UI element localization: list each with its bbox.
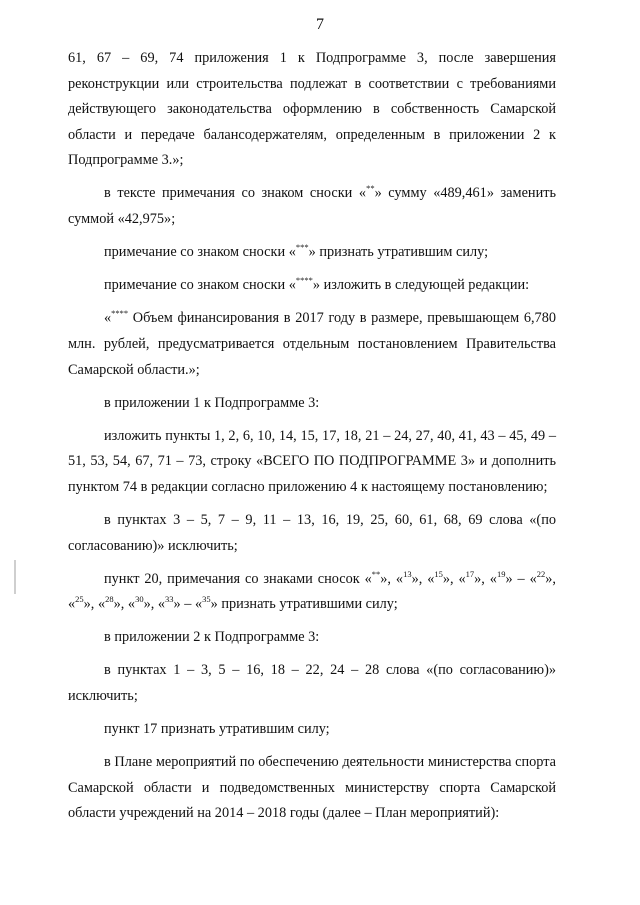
scan-edge-mark <box>14 560 16 594</box>
footnote-mark: ** <box>371 568 381 579</box>
footnote-mark: 19 <box>496 568 506 579</box>
page-number: 7 <box>316 16 324 33</box>
paragraph-text: », « <box>380 570 404 587</box>
paragraph <box>68 750 556 827</box>
paragraph <box>68 567 556 618</box>
paragraph <box>68 625 556 651</box>
paragraph-text: », « <box>411 570 435 587</box>
paragraph <box>68 508 556 559</box>
paragraph-text: изложить пункты 1, 2, 6, 10, 14, 15, 17, 18, 21 – 24, 27, 40, 41, 43 – 45, 49 – 51, 53, 54, 67, 71 – 73, строку «ВСЕГО ПО ПОДПРОГРАММЕ 3» и дополнить пунктом 74 в редакции согласно приложению 4 к настоящему постановлению; <box>68 427 556 495</box>
footnote-mark: 25 <box>75 594 84 605</box>
paragraph-text: пункт 20, примечания со знаками сносок « <box>104 570 372 587</box>
paragraph <box>68 306 556 383</box>
paragraph <box>68 273 556 299</box>
footnote-mark: 33 <box>165 594 174 605</box>
paragraph-text: », « <box>442 570 466 587</box>
paragraph-text: в пунктах 1 – 3, 5 – 16, 18 – 22, 24 – 28 слова «(по согласованию)» исключить; <box>68 662 556 705</box>
paragraph-text: пункт 17 признать утратившим силу; <box>104 721 330 738</box>
paragraph-text: », « <box>68 570 556 613</box>
paragraph-text: примечание со знаком сноски « <box>104 277 296 294</box>
paragraph <box>68 717 556 743</box>
footnote-mark: **** <box>295 275 313 286</box>
paragraph-text: в пунктах 3 – 5, 7 – 9, 11 – 13, 16, 19, 25, 60, 61, 68, 69 слова «(по согласованию)» исключить; <box>68 512 556 554</box>
paragraph <box>68 424 556 501</box>
paragraph-text: » признать утратившими силу; <box>210 596 398 613</box>
footnote-mark: 15 <box>434 568 443 579</box>
footnote-mark: *** <box>295 242 309 253</box>
footnote-mark: **** <box>111 308 129 319</box>
paragraph-text: » сумму «489,461» заменить суммой «42,975»; <box>68 185 556 228</box>
paragraph-text: » признать утратившим силу; <box>308 244 489 261</box>
paragraph-text: Объем финансирования в 2017 году в размере, превышающем 6,780 млн. рублей, предусматривается отдельным постановлением Правительства Самарской области.»; <box>68 310 556 378</box>
paragraph-text: » – « <box>505 570 537 587</box>
paragraph-text: » – « <box>173 596 203 613</box>
footnote-mark: 13 <box>403 568 412 579</box>
paragraph <box>68 46 556 174</box>
paragraph-text: примечание со знаком сноски « <box>104 244 296 261</box>
paragraph-text: в Плане мероприятий по обеспечению деятельности министерства спорта Самарской области и подведомственных министерству спорта Самарской области учреждений на 2014 – 2018 годы (далее – План мероприятий): <box>68 754 556 822</box>
document-body <box>68 46 556 835</box>
paragraph <box>68 391 556 417</box>
paragraph <box>68 181 556 232</box>
paragraph-text: « <box>104 310 112 327</box>
footnote-mark: 17 <box>465 568 475 579</box>
paragraph-text: », « <box>113 596 136 613</box>
footnote-mark: 30 <box>135 594 144 605</box>
footnote-mark: 22 <box>536 568 546 579</box>
footnote-mark: 28 <box>105 594 114 605</box>
paragraph <box>68 240 556 266</box>
paragraph <box>68 658 556 709</box>
footnote-mark: ** <box>366 183 375 194</box>
paragraph-text: » изложить в следующей редакции: <box>312 277 530 294</box>
paragraph-text: в приложении 2 к Подпрограмме 3: <box>104 629 320 646</box>
paragraph-text: », « <box>143 596 166 613</box>
paragraph-text: в тексте примечания со знаком сноски « <box>104 185 367 202</box>
paragraph-text: », « <box>474 570 497 587</box>
paragraph-text: », « <box>83 596 106 613</box>
paragraph-text: в приложении 1 к Подпрограмме 3: <box>104 394 320 411</box>
paragraph-text: 61, 67 – 69, 74 приложения 1 к Подпрограмме 3, после завершения реконструкции или строительства подлежат в соответствии с требованиями действующего законодательства оформлению в собственность Самарской области и передаче балансодержателям, определенным в приложении 2 к Подпрограмме 3.»; <box>68 50 556 169</box>
footnote-mark: 35 <box>202 594 211 605</box>
